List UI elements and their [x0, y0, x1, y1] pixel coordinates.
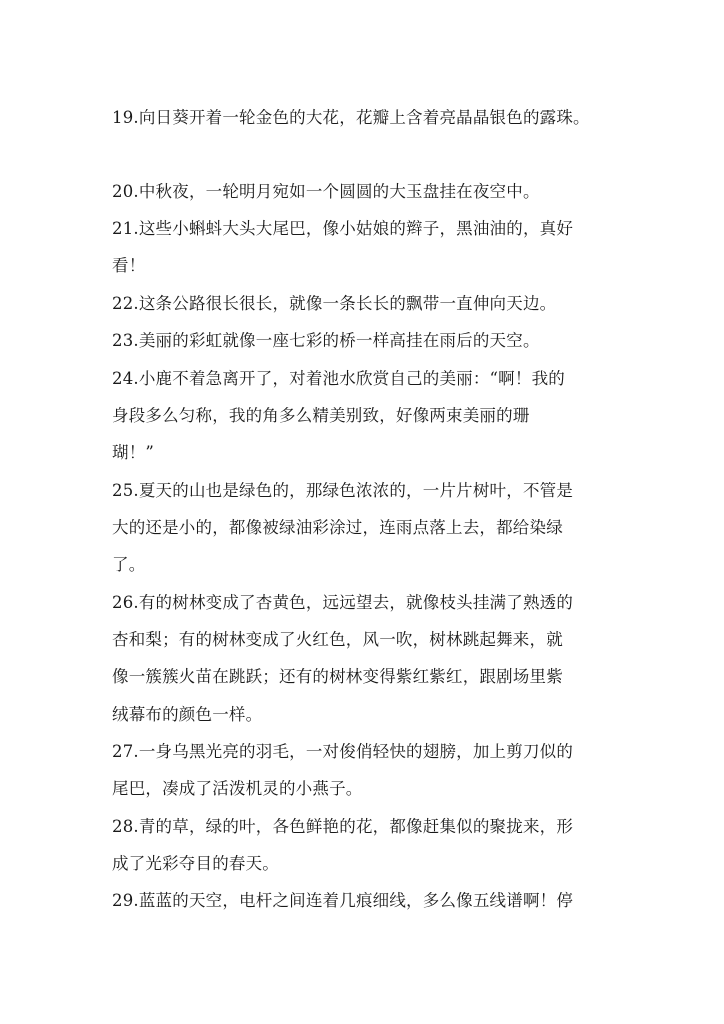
text-line: 26.有的树林变成了杏黄色，远远望去，就像枝头挂满了熟透的 [112, 593, 574, 612]
text-line: 21.这些小蝌蚪大头大尾巴，像小姑娘的辫子，黑油油的，真好 [112, 219, 574, 238]
text-line: 尾巴，凑成了活泼机灵的小燕子。 [112, 779, 363, 798]
text-line: 28.青的草，绿的叶，各色鲜艳的花，都像赶集似的聚拢来，形 [112, 817, 574, 836]
text-line: 19.向日葵开着一轮金色的大花，花瓣上含着亮晶晶银色的露珠。 [112, 108, 590, 127]
text-line: 22.这条公路很长很长，就像一条长长的飘带一直伸向天边。 [112, 294, 557, 313]
text-line: 23.美丽的彩虹就像一座七彩的桥一样高挂在雨后的天空。 [112, 331, 540, 350]
text-line: 身段多么匀称，我的角多么精美别致，好像两束美丽的珊 [112, 406, 530, 425]
text-line: 看！ [112, 256, 146, 275]
text-line: 20.中秋夜，一轮明月宛如一个圆圆的大玉盘挂在夜空中。 [112, 182, 540, 201]
text-line: 24.小鹿不着急离开了，对着池水欣赏自己的美丽：“啊！我的 [112, 369, 565, 388]
text-line: 绒幕布的颜色一样。 [112, 705, 263, 724]
text-line: 25.夏天的山也是绿色的，那绿色浓浓的，一片片树叶，不管是 [112, 481, 574, 500]
text-line: 27.一身乌黑光亮的羽毛，一对俊俏轻快的翅膀，加上剪刀似的 [112, 742, 574, 761]
text-line: 了。 [112, 555, 146, 574]
text-line: 29.蓝蓝的天空，电杆之间连着几痕细线，多么像五线谱啊！停 [112, 891, 574, 910]
text-line: 杏和梨；有的树林变成了火红色，风一吹，树林跳起舞来，就 [112, 630, 563, 649]
text-line: 瑚！” [112, 443, 155, 462]
text-line: 像一簇簇火苗在跳跃；还有的树林变得紫红紫红，跟剧场里紫 [112, 667, 563, 686]
text-line: 大的还是小的，都像被绿油彩涂过，连雨点落上去，都给染绿 [112, 518, 563, 537]
text-line: 成了光彩夺目的春天。 [112, 854, 279, 873]
